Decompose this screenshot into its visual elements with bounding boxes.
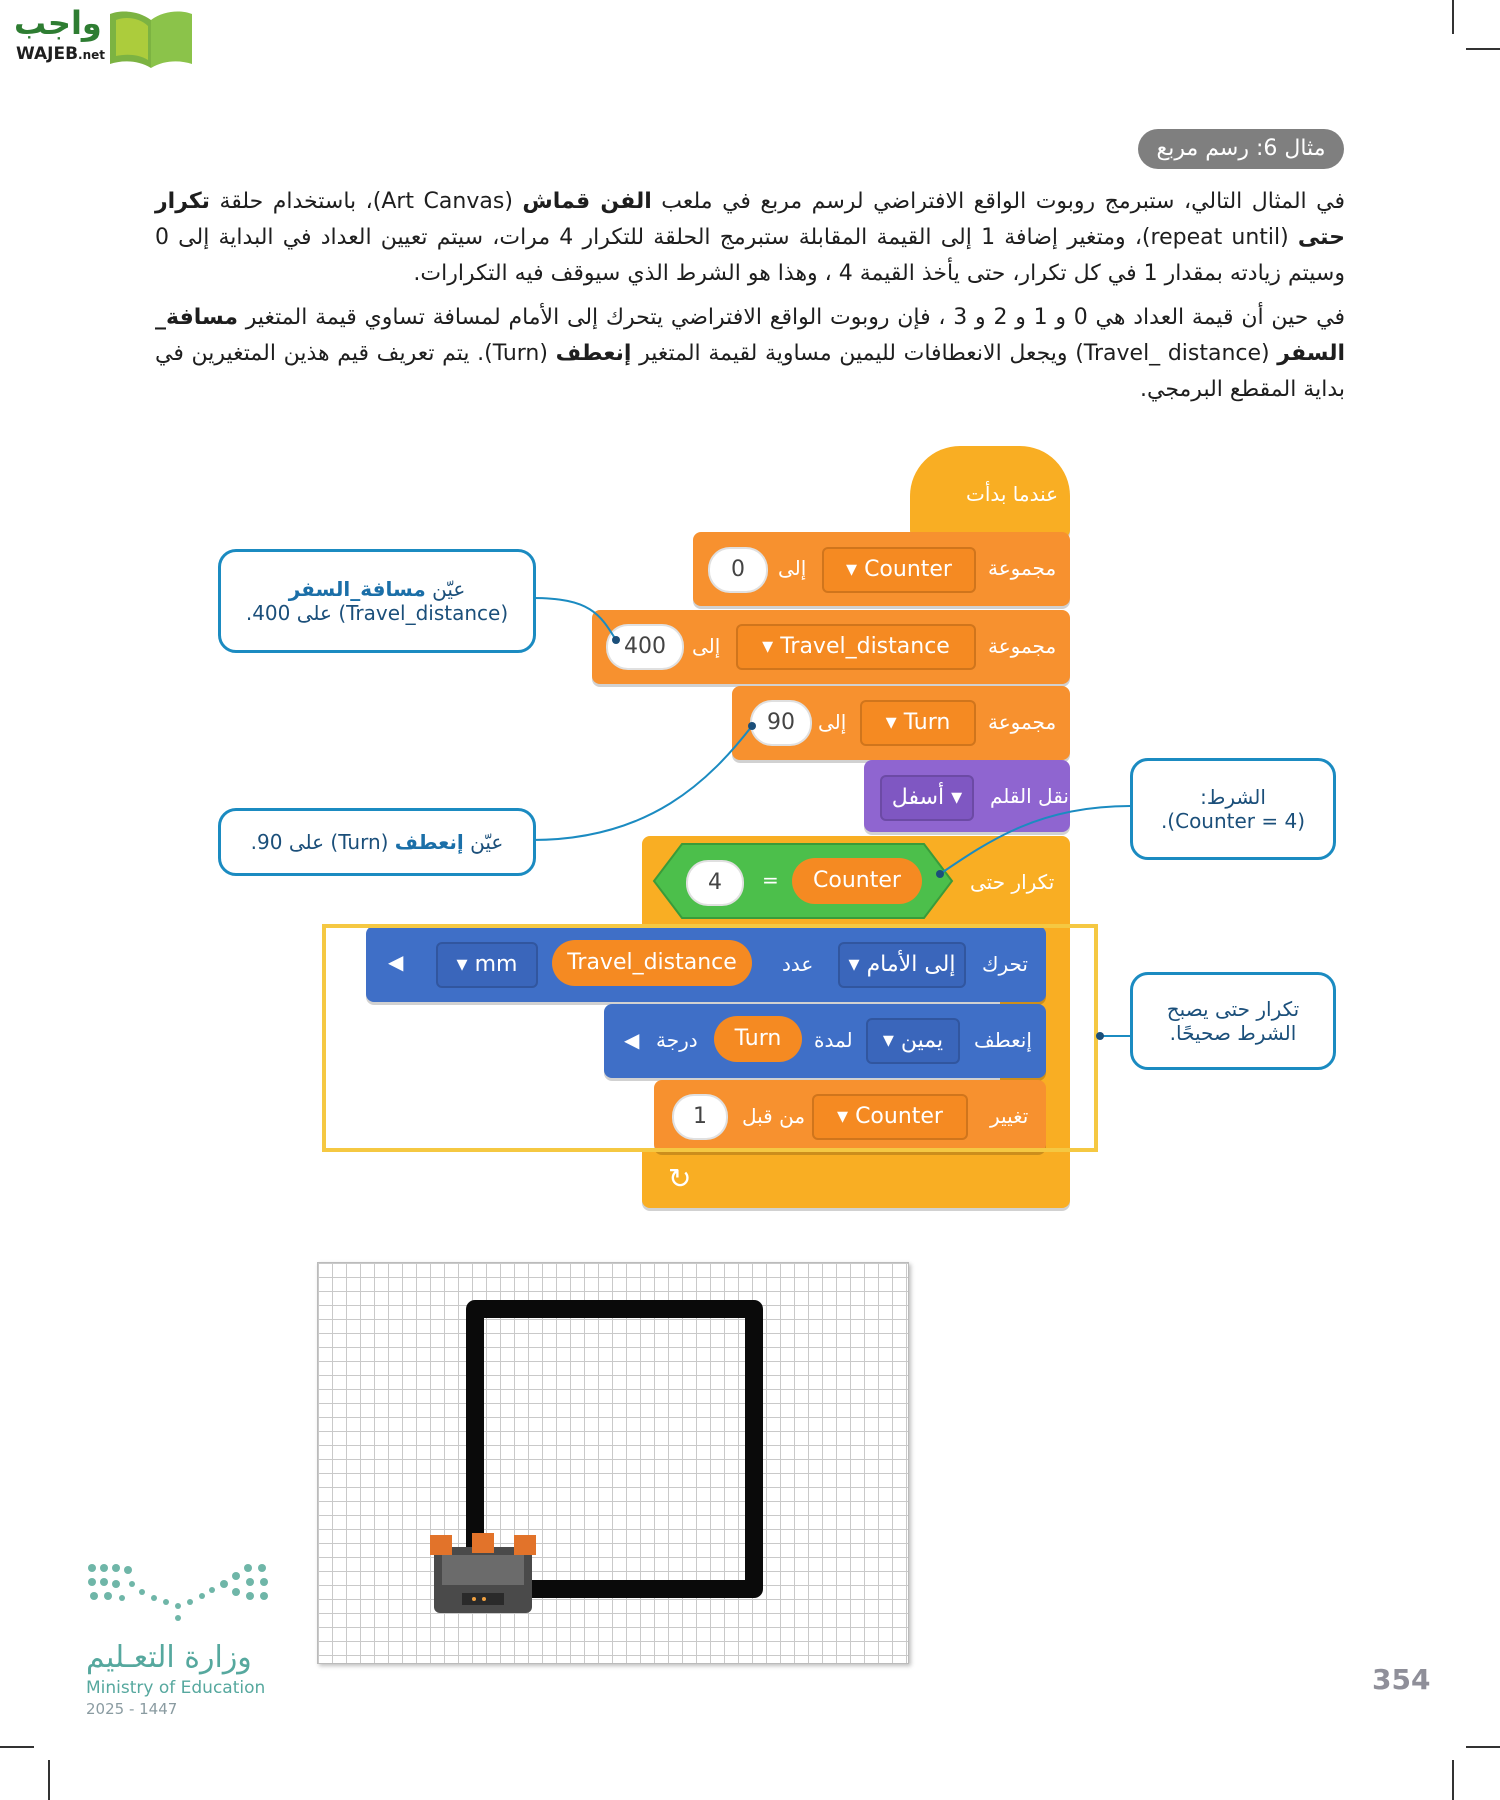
repeat-callout: تكرار حتى يصبح الشرط صحيحًا. <box>1130 972 1336 1070</box>
crop-mark <box>1452 1760 1454 1800</box>
travel-distance-dropdown[interactable]: ▾ Travel_distance <box>736 624 976 670</box>
change-counter-dropdown[interactable]: ▾ Counter <box>812 1094 968 1140</box>
crop-mark <box>48 1760 50 1800</box>
condition-callout: الشرط: (Counter = 4). <box>1130 758 1336 860</box>
drawn-square <box>318 1263 908 1663</box>
travel-distance-value[interactable]: 400 <box>606 624 684 670</box>
by-label: من قبل <box>742 1104 806 1128</box>
set-label: مجموعة <box>988 710 1057 734</box>
repeat-until-label: تكرار حتى <box>970 870 1055 894</box>
ministry-logo-icon <box>86 1562 272 1622</box>
drive-count-label: عدد <box>782 952 814 976</box>
set-label: مجموعة <box>988 556 1057 580</box>
drive-label: تحرك <box>982 952 1028 976</box>
counter-initial-value[interactable]: 0 <box>708 547 768 593</box>
change-value[interactable]: 1 <box>672 1094 728 1140</box>
ministry-name-english: Ministry of Education <box>86 1678 266 1698</box>
turn-callout: عيّن إنعطف (Turn) على 90. <box>218 808 536 876</box>
turn-label: إنعطف <box>974 1028 1032 1052</box>
to-label: إلى <box>692 634 721 658</box>
condition-value[interactable]: 4 <box>686 860 744 906</box>
direction-dropdown[interactable]: ▾ إلى الأمام <box>838 942 966 988</box>
pen-label: نقل القلم <box>990 784 1069 808</box>
turn-variable[interactable]: Turn <box>714 1016 802 1062</box>
crop-mark <box>0 1746 34 1748</box>
play-icon: ◀ <box>388 950 404 974</box>
robot-icon <box>428 1529 538 1619</box>
academic-year: 2025 - 1447 <box>86 1700 178 1718</box>
turn-for-label: لمدة <box>814 1028 853 1052</box>
change-label: تغيير <box>990 1104 1029 1128</box>
degrees-label: درجة <box>656 1028 698 1052</box>
turn-value[interactable]: 90 <box>750 700 812 746</box>
turn-connector <box>532 726 752 840</box>
logo-english: WAJEB.net <box>16 44 106 64</box>
set-label: مجموعة <box>988 634 1057 658</box>
pen-position-dropdown[interactable]: أسفل ▾ <box>880 775 974 821</box>
example-title-pill: مثال 6: رسم مربع <box>1138 129 1344 169</box>
equals-operator: = <box>762 868 779 892</box>
hat-label: عندما بدأت <box>966 482 1059 506</box>
turn-dropdown[interactable]: ▾ Turn <box>860 700 976 746</box>
crop-mark <box>1466 1746 1500 1748</box>
page-number: 354 <box>1372 1663 1431 1696</box>
unit-dropdown[interactable]: ▾ mm <box>436 942 538 988</box>
counter-dropdown[interactable]: ▾ Counter <box>822 547 976 593</box>
drive-distance-variable[interactable]: Travel_distance <box>552 940 752 986</box>
to-label: إلى <box>818 710 847 734</box>
loop-arrow-icon: ↻ <box>668 1162 692 1195</box>
art-canvas <box>317 1262 909 1664</box>
ministry-name-arabic: وزارة التعـليم <box>86 1640 252 1675</box>
turn-direction-dropdown[interactable]: ▾ يمين <box>866 1018 960 1064</box>
condition-connector <box>940 806 1130 874</box>
logo-arabic: واجب <box>14 4 102 42</box>
to-label: إلى <box>778 556 807 580</box>
travel-connector <box>532 598 616 640</box>
play-icon: ◀ <box>624 1028 640 1052</box>
travel-distance-callout: عيّن مسافة_السفر (Travel_distance) على 400. <box>218 549 536 653</box>
condition-counter-variable[interactable]: Counter <box>792 858 922 904</box>
explanation-paragraph: في حين أن قيمة العداد هي 0 و 1 و 2 و 3 ، فإن روبوت الواقع الافتراضي يتحرك إلى الأمام لمسافة تساوي قيمة المتغير مسافة_ السفر (Travel_ distance) ويجعل الانعطافات لليمين مساوية لقيمة المتغير إنعطف (Turn). يتم تعريف قيم هذين المتغيرين في بداية المقطع البرمجي. <box>155 305 1345 402</box>
intro-paragraph: في المثال التالي، ستبرمج روبوت الواقع الافتراضي لرسم مربع في ملعب الفن قماش (Art Canvas)، باستخدام حلقة تكرار حتى (repeat until)، ومتغير إضافة 1 إلى القيمة المقابلة ستبرمج الحلقة للتكرار 4 مرات، سيتم تعيين العداد في البداية إلى 0 وسيتم زيادته بمقدار 1 في كل تكرار، حتى يأخذ القيمة 4 ، وهذا هو الشرط الذي سيوقف فيه التكرارات. <box>155 189 1346 286</box>
